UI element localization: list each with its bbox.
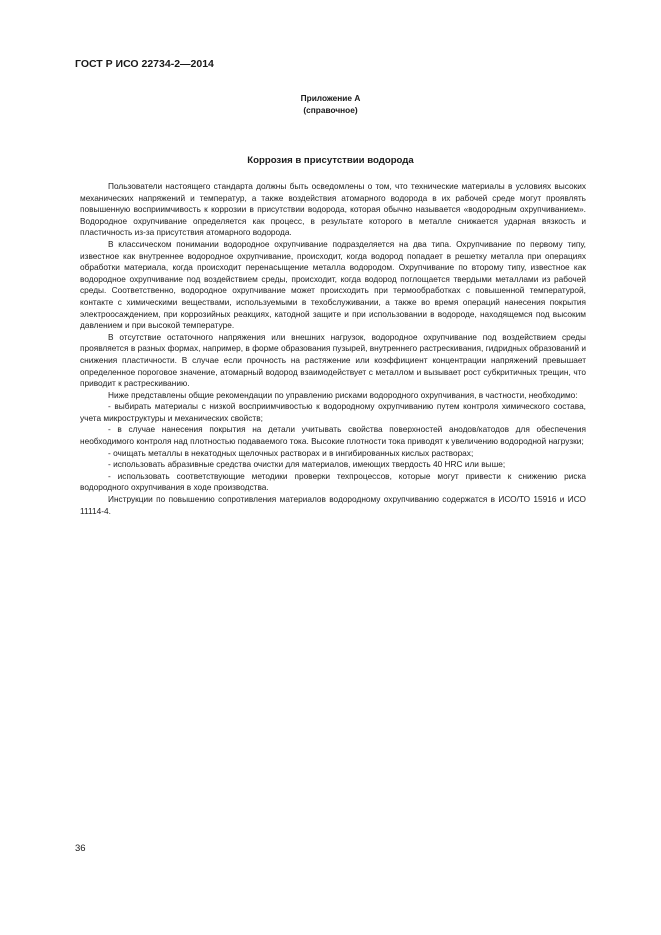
paragraph-recommendations-intro: Ниже представлены общие рекомендации по управлению рисками водородного охрупчивания, в частности, необходимо:	[108, 389, 578, 400]
appendix-heading	[0, 92, 661, 116]
paragraph-forms: В отсутствие остаточного напряжения или внешних нагрузок, водородное охрупчивание под воздействием среды проявляется в разных формах, например, в форме образования пузырей, внутреннего растрескивания, гидридных образований и снижения пластичности. В случае если прочность на растяжение или коэффициент концентрации напряжений превышает определенное пороговое значение, атомарный водород взаимодействует с металлом и вызывает рост субкритичных трещин, что приводит к растрескиванию.	[80, 331, 586, 389]
recommendation-item: - использовать соответствующие методики проверки техпроцессов, которые могут привести к снижению риска водородного охрупчивания в ходе производства.	[80, 470, 586, 493]
recommendation-item: - в случае нанесения покрытия на детали учитывать свойства поверхностей анодов/катодов для обеспечения необходимого контроля над плотностью подаваемого тока. Высокие плотности тока приводят к увеличению водородной нагрузки;	[80, 424, 586, 447]
document-header: ГОСТ Р ИСО 22734-2—2014	[75, 58, 214, 70]
paragraph-intro: Пользователи настоящего стандарта должны быть осведомлены о том, что технические материалы в условиях высоких механических напряжений и температур, а также воздействия атомарного водорода в их рабочей среде могут проявлять повышенную восприимчивость к коррозии в присутствии водорода, которая обычно называется «водородным охрупчиванием». Водородное охрупчивание определяется как процесс, в результате которого в металле снижается ударная вязкость и пластичность из-за присутствия атомарного водорода.	[80, 181, 586, 238]
recommendation-item: - выбирать материалы с низкой восприимчивостью к водородному охрупчиванию путем контроля химического состава, учета микроструктуры и механических свойств;	[80, 401, 586, 423]
paragraph-references: Инструкции по повышению сопротивления материалов водородному охрупчиванию содержатся в ИСО/ТО 15916 и ИСО 11114-4.	[80, 494, 586, 516]
paragraph-types: В классическом понимании водородное охрупчивание подразделяется на два типа. Охрупчивание по первому типу, известное как внутреннее водородное охрупчивание, происходит, когда водород попадает в решетку металла при операциях обработки материала, когда происходит перенасыщение металла водородом. Охрупчивание по второму типу, известное как водородное охрупчивание под воздействием среды, происходит, когда водород поглощается твердыми металлами из рабочей среды. Соответственно, водородное охрупчивание может происходить при термообработках с повышенной температурой, контакте с химическими веществами, используемыми в техобслуживании, а также во время операций нанесения покрытия электроосаждением, при коррозийных реакциях, катодной защите и при использовании в водороде, находящемся под высоким давлением и при высокой температуре.	[80, 238, 586, 331]
appendix-type: (справочное)	[303, 105, 358, 115]
appendix-label: Приложение А	[300, 93, 361, 103]
body-text	[80, 181, 586, 517]
recommendation-item: - использовать абразивные средства очистки для материалов, имеющих твердость 40 HRC или выше;	[108, 459, 506, 470]
recommendation-item: - очищать металлы в некатодных щелочных растворах и в ингибированных кислых растворах;	[108, 447, 474, 458]
page-number: 36	[75, 843, 86, 854]
section-title: Коррозия в присутствии водорода	[247, 155, 414, 166]
